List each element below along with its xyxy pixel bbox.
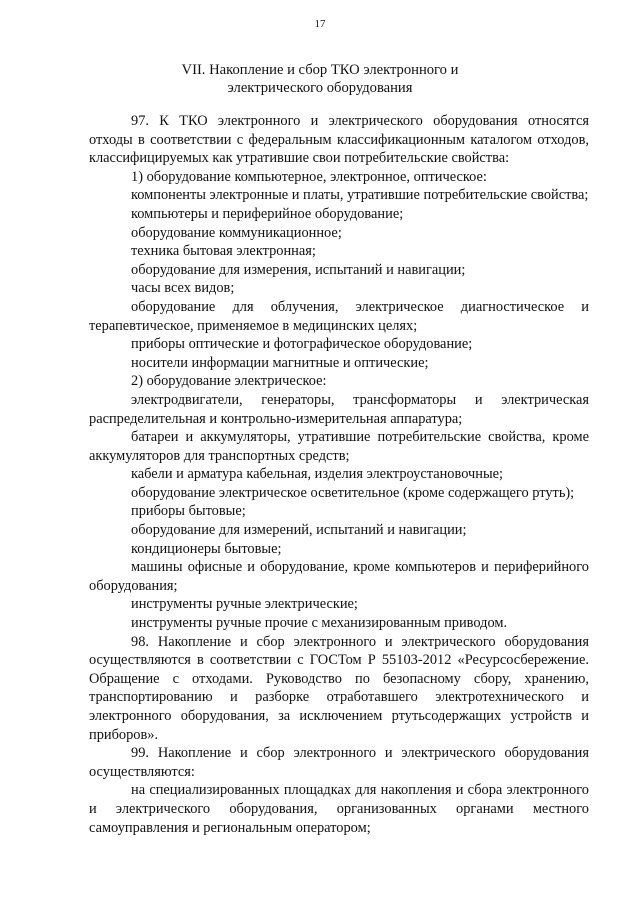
list-item: батареи и аккумуляторы, утратившие потребительские свойства, кроме аккумуляторов для транспортных средств; — [89, 429, 589, 464]
list-item: инструменты ручные электрические; — [131, 596, 358, 613]
paragraph-99: 99. Накопление и сбор электронного и электрического оборудования осуществляются: — [89, 745, 589, 780]
list-item: приборы оптические и фотографическое оборудование; — [131, 336, 473, 353]
list-item-computer-equipment: 1) оборудование компьютерное, электронное, оптическое: — [131, 168, 487, 185]
list-item: техника бытовая электронная; — [131, 243, 316, 260]
paragraph-98: 98. Накопление и сбор электронного и электрического оборудования осуществляются в соответствии с ГОСТом Р 55103-2012 «Ресурсосбережение. Обращение с отходами. Руководство по безопасному сбору, хранению, транспортированию и разборке отработавшего электротехнического и электронного оборудования, за исключением ртутьсодержащих устройств и приборов». — [89, 633, 589, 743]
list-item: компьютеры и периферийное оборудование; — [131, 205, 404, 222]
section-title-line-1: VII. Накопление и сбор ТКО электронного и — [181, 62, 459, 78]
list-item: компоненты электронные и платы, утратившие потребительские свойства; — [131, 187, 589, 204]
list-item: на специализированных площадках для накопления и сбора электронного и электрического оборудования, организованных органами местного самоуправления и региональным оператором; — [89, 782, 589, 836]
list-item: оборудование для измерения, испытаний и навигации; — [131, 261, 466, 278]
list-item: часы всех видов; — [131, 280, 235, 297]
list-item: приборы бытовые; — [131, 503, 246, 520]
list-item: машины офисные и оборудование, кроме компьютеров и периферийного оборудования; — [89, 559, 589, 594]
page-number: 17 — [314, 18, 326, 30]
list-item: кабели и арматура кабельная, изделия электроустановочные; — [131, 466, 504, 483]
document-body — [89, 112, 589, 837]
list-item: носители информации магнитные и оптические; — [131, 354, 429, 371]
paragraph-97: 97. К ТКО электронного и электрического оборудования относятся отходы в соответствии с федеральным классификационным каталогом отходов, классифицируемых как утратившие свои потребительские свойства: — [89, 113, 589, 167]
section-title-line-2: электрического оборудования — [227, 80, 413, 96]
list-item: кондиционеры бытовые; — [131, 540, 282, 557]
list-item: оборудование электрическое осветительное (кроме содержащего ртуть); — [131, 484, 575, 501]
list-item: оборудование коммуникационное; — [131, 224, 342, 241]
list-item-electrical-equipment: 2) оборудование электрическое: — [131, 373, 327, 390]
section-heading — [100, 61, 540, 97]
list-item: оборудование для измерений, испытаний и навигации; — [131, 522, 467, 539]
list-item: инструменты ручные прочие с механизированным приводом. — [131, 615, 508, 632]
list-item: электродвигатели, генераторы, трансформаторы и электрическая распределительная и контрольно-измерительная аппаратура; — [89, 391, 589, 427]
list-item: оборудование для облучения, электрическое диагностическое и терапевтическое, применяемое в медицинских целях; — [89, 298, 589, 334]
